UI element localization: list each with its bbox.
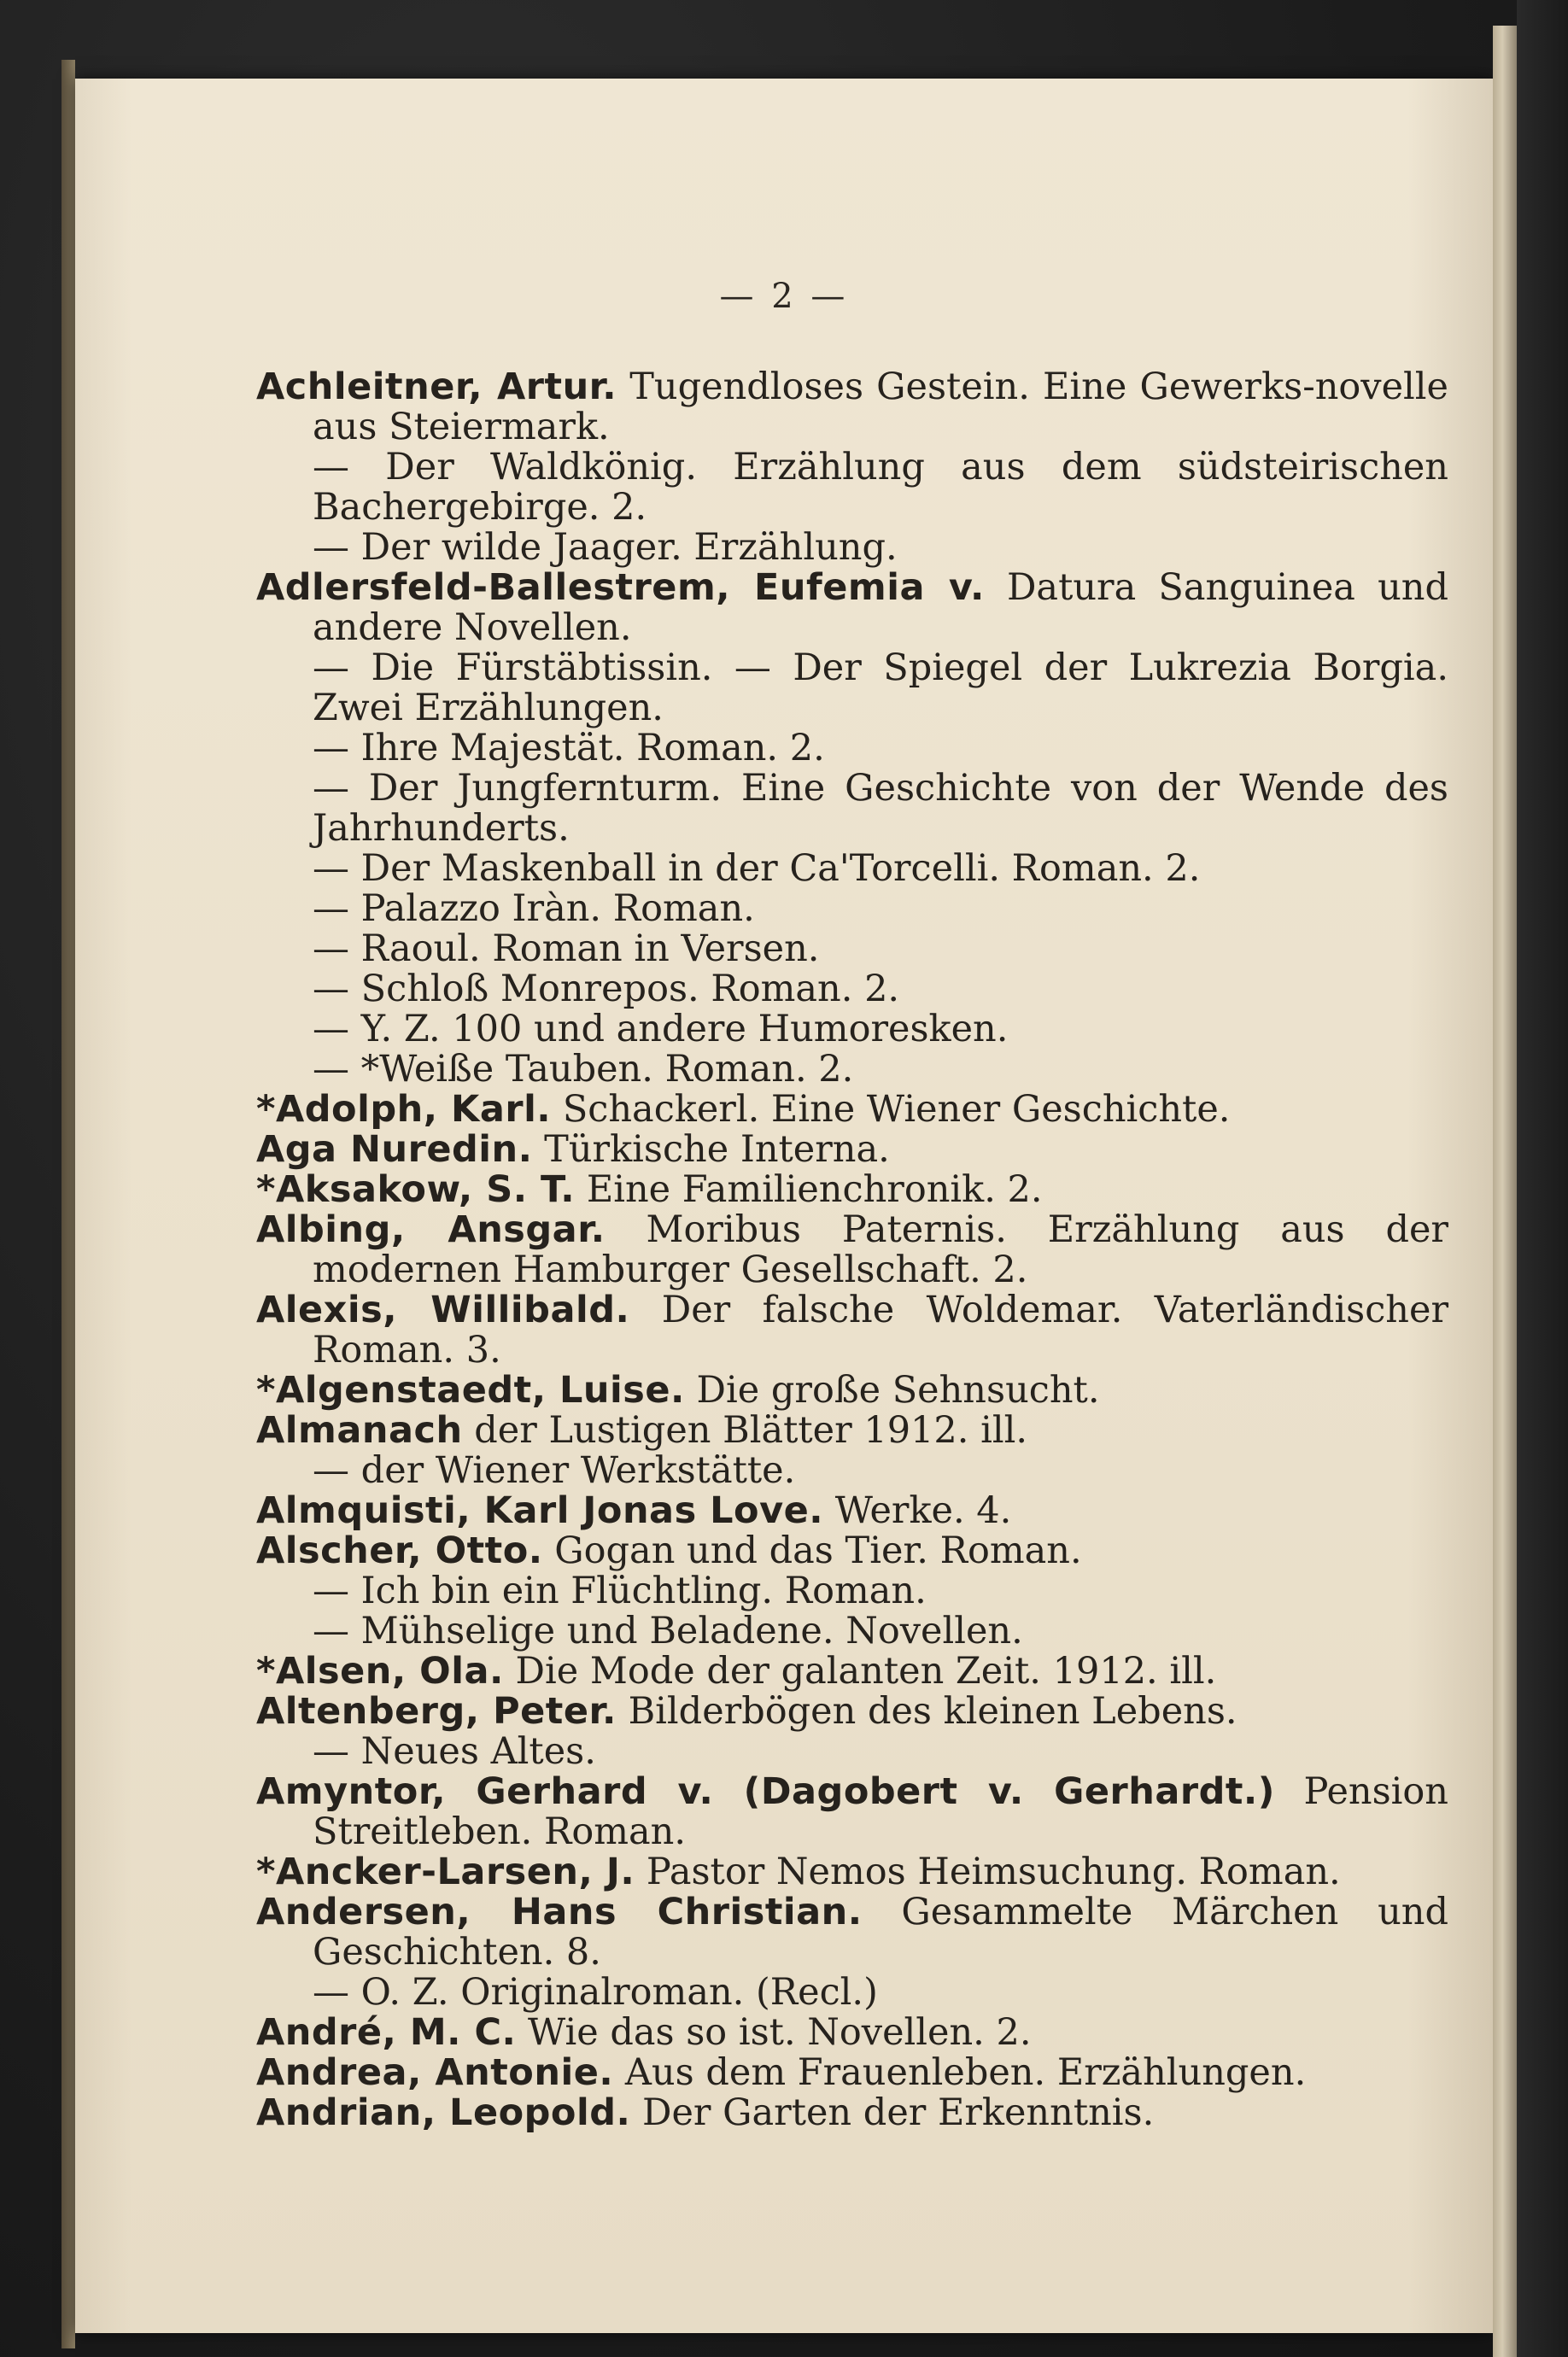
- entry-title: — Der Waldkönig. Erzählung aus dem südsteirischen Bachergebirge. 2.: [313, 446, 1448, 529]
- entry-title: Eine Familienchronik. 2.: [575, 1168, 1043, 1211]
- book-page: [75, 79, 1493, 2333]
- entry-title: der Lustigen Blätter 1912. ill.: [462, 1409, 1028, 1452]
- entry-title: Schackerl. Eine Wiener Geschichte.: [551, 1088, 1231, 1131]
- entry-title: Der Garten der Erkenntnis.: [630, 2091, 1155, 2134]
- entry-author: Adlersfeld-Ballestrem, Eufemia v.: [256, 566, 985, 609]
- entry-title: — Mühselige und Beladene. Novellen.: [313, 1610, 1023, 1652]
- catalog-entry: [256, 1290, 1448, 1371]
- entry-author: *Ancker-Larsen, J.: [256, 1851, 635, 1893]
- catalog-subentry: [256, 528, 1448, 568]
- entry-title: — Die Fürstäbtissin. — Der Spiegel der Lukrezia Borgia. Zwei Erzählungen.: [313, 646, 1448, 729]
- entry-title: Gesammelte Märchen und Geschichten. 8.: [313, 1891, 1448, 1974]
- catalog-subentry: [256, 728, 1448, 769]
- catalog-entry: [256, 1090, 1448, 1130]
- catalog-entry: [256, 1531, 1448, 1571]
- catalog-subentry: [256, 1732, 1448, 1772]
- entry-author: Aga Nuredin.: [256, 1128, 533, 1171]
- entry-author: Achleitner, Artur.: [256, 366, 617, 408]
- entry-author: Almanach: [256, 1409, 463, 1452]
- page-edge: [61, 60, 75, 2348]
- facing-page-edge: [1517, 0, 1568, 2357]
- entry-author: Altenberg, Peter.: [256, 1690, 617, 1733]
- entry-title: Türkische Interna.: [532, 1128, 890, 1171]
- catalog-subentry: [256, 1009, 1448, 1050]
- catalog-subentry: [256, 929, 1448, 969]
- catalog-entry: [256, 1170, 1448, 1210]
- catalog-subentry: [256, 447, 1448, 528]
- entry-author: Albing, Ansgar.: [256, 1208, 606, 1251]
- entry-title: — Raoul. Roman in Versen.: [313, 927, 820, 970]
- entry-title: — der Wiener Werkstätte.: [313, 1449, 796, 1492]
- entry-author: *Alsen, Ola.: [256, 1650, 504, 1693]
- entry-title: Werke. 4.: [823, 1489, 1012, 1532]
- entry-author: *Algenstaedt, Luise.: [256, 1369, 685, 1412]
- catalog-entry: [256, 1772, 1448, 1852]
- entry-author: Alscher, Otto.: [256, 1529, 543, 1572]
- entry-title: Aus dem Frauenleben. Erzählungen.: [613, 2051, 1307, 2094]
- entry-title: Datura Sanguinea und andere Novellen.: [313, 566, 1449, 649]
- catalog-entry: [256, 2013, 1448, 2053]
- entry-author: Almquisti, Karl Jonas Love.: [256, 1489, 824, 1532]
- entry-title: Pastor Nemos Heimsuchung. Roman.: [635, 1851, 1341, 1893]
- entry-title: — Ihre Majestät. Roman. 2.: [313, 727, 825, 769]
- page-number: — 2 —: [719, 277, 849, 316]
- entry-author: *Adolph, Karl.: [256, 1088, 552, 1131]
- book-gutter: [1493, 26, 1517, 2357]
- catalog-entry: [256, 1130, 1448, 1170]
- entry-title: — Neues Altes.: [313, 1730, 596, 1773]
- catalog-entry: [256, 1210, 1448, 1290]
- entry-title: — Der Maskenball in der Ca'Torcelli. Roman. 2.: [313, 847, 1201, 890]
- catalog-subentry: [256, 769, 1448, 849]
- catalog-entry: [256, 1852, 1448, 1892]
- catalog-entry: [256, 1892, 1448, 1973]
- entry-title: — Ich bin ein Flüchtling. Roman.: [313, 1570, 927, 1612]
- catalog-subentry: [256, 1451, 1448, 1491]
- catalog-entry: [256, 1411, 1448, 1451]
- entry-title: — Y. Z. 100 und andere Humoresken.: [313, 1008, 1009, 1050]
- catalog-subentry: [256, 648, 1448, 728]
- catalog-entry: [256, 1371, 1448, 1411]
- entry-title: — *Weiße Tauben. Roman. 2.: [313, 1048, 854, 1091]
- entry-author: Andrea, Antonie.: [256, 2051, 614, 2094]
- entry-title: Die Mode der galanten Zeit. 1912. ill.: [503, 1650, 1217, 1693]
- catalog-entry: [256, 1491, 1448, 1531]
- catalog-subentry: [256, 1973, 1448, 2013]
- catalog-subentry: [256, 889, 1448, 929]
- entry-author: Alexis, Willibald.: [256, 1289, 630, 1331]
- entry-title: Der falsche Woldemar. Vaterländischer Roman. 3.: [313, 1289, 1448, 1372]
- entry-title: Moribus Paternis. Erzählung aus der modernen Hamburger Gesellschaft. 2.: [313, 1208, 1448, 1291]
- entry-title: Bilderbögen des kleinen Lebens.: [616, 1690, 1237, 1733]
- catalog-subentry: [256, 1611, 1448, 1652]
- entry-author: André, M. C.: [256, 2011, 517, 2054]
- catalog-subentry: [256, 969, 1448, 1009]
- catalog-entry: [256, 2093, 1448, 2133]
- entry-title: Pension Streitleben. Roman.: [313, 1770, 1448, 1853]
- entry-title: Wie das so ist. Novellen. 2.: [516, 2011, 1032, 2054]
- entry-author: Andersen, Hans Christian.: [256, 1891, 863, 1933]
- catalog-subentry: [256, 1571, 1448, 1611]
- entry-title: Die große Sehnsucht.: [684, 1369, 1100, 1412]
- catalog-subentry: [256, 849, 1448, 889]
- entry-author: *Aksakow, S. T.: [256, 1168, 576, 1211]
- entry-title: — O. Z. Originalroman. (Recl.): [313, 1971, 878, 2014]
- catalog-entry: [256, 2053, 1448, 2093]
- catalog-entries: [256, 367, 1448, 2133]
- entry-author: Amyntor, Gerhard v. (Dagobert v. Gerhardt.): [256, 1770, 1275, 1813]
- catalog-entry: [256, 1692, 1448, 1732]
- catalog-entry: [256, 367, 1448, 447]
- entry-author: Andrian, Leopold.: [256, 2091, 631, 2134]
- entry-title: — Der Jungfernturm. Eine Geschichte von der Wende des Jahrhunderts.: [313, 767, 1448, 850]
- catalog-entry: [256, 1652, 1448, 1692]
- catalog-subentry: [256, 1050, 1448, 1090]
- entry-title: — Palazzo Iràn. Roman.: [313, 887, 755, 930]
- entry-title: — Der wilde Jaager. Erzählung.: [313, 526, 898, 569]
- entry-title: Tugendloses Gestein. Eine Gewerks-novelle aus Steiermark.: [313, 366, 1449, 448]
- catalog-entry: [256, 568, 1448, 648]
- entry-title: Gogan und das Tier. Roman.: [542, 1529, 1082, 1572]
- entry-title: — Schloß Monrepos. Roman. 2.: [313, 968, 900, 1010]
